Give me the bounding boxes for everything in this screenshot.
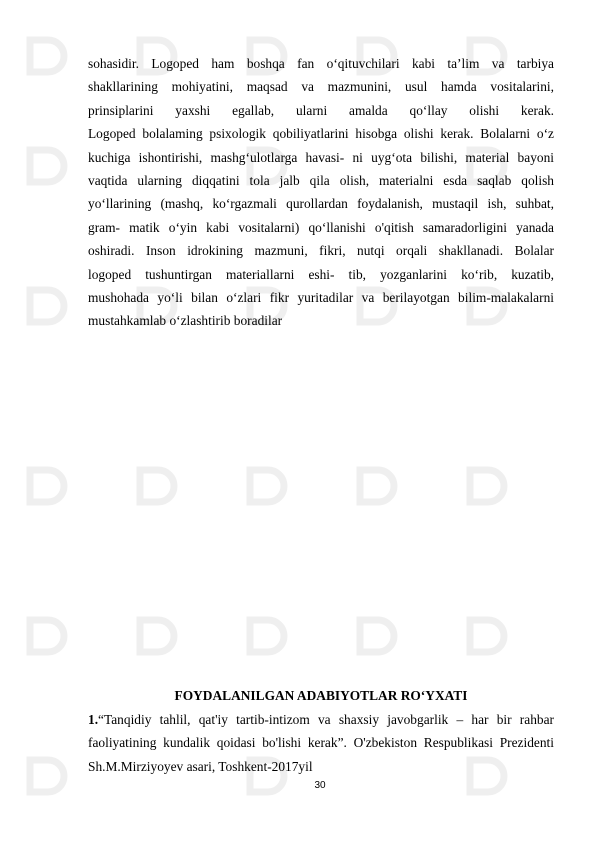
body-line: mustahkamlab o‘zlashtirib boradilar <box>88 313 283 329</box>
body-line: vaqtida ularning diqqatini tola jalb qila olish, materialni esda saqlab qolish <box>88 172 554 188</box>
body-line: yo‘llarining (mashq, ko‘rgazmali qurollardan foydalanish, mustaqil ish, suhbat, <box>88 196 554 212</box>
reference-number: 1. <box>88 712 99 727</box>
reference-text: “Tanqidiy tahlil, qat'iy tartib-intizom va shaxsiy javobgarlik – har bir rahbar <box>98 712 554 727</box>
body-line: gram- matik o‘yin kabi vositalarni) qo‘llanishi o'qitish samaradorligini yanada <box>88 219 554 235</box>
body-line: prinsiplarini yaxshi egallab, ularni amalda qo‘llay olishi kerak. <box>88 102 554 118</box>
body-line: oshiradi. Inson idrokining mazmuni, fikri, nutqi orqali shakllanadi. Bolalar <box>88 243 554 259</box>
body-line: kuchiga ishontirishi, mashg‘ulotlarga havasi- ni uyg‘ota bilishi, material bayoni <box>88 149 554 165</box>
references-heading: FOYDALANILGAN ADABIYOTLAR RO‘YXATI <box>174 688 468 703</box>
body-line: logoped tushuntirgan materiallarni eshi- tib, yozganlarini ko‘rib, kuzatib, <box>88 266 554 282</box>
body-paragraph <box>88 52 554 333</box>
body-line: mushohada yo‘li bilan o‘zlari fikr yuritadilar va berilayotgan bilim-malakalarni <box>88 289 554 305</box>
body-line: Logoped bolalaming psixologik qobiliyatlarini hisobga olishi kerak. Bolalarni o‘z <box>88 126 554 142</box>
reference-item <box>88 708 554 778</box>
reference-line <box>88 708 554 731</box>
page-number: 30 <box>314 780 326 791</box>
body-line: sohasidir. Logoped ham boshqa fan o‘qituvchilari kabi ta’lim va tarbiya <box>88 56 554 71</box>
body-line: shakllarining mohiyatini, maqsad va mazmunini, usul hamda vositalarini, <box>88 79 554 95</box>
reference-line: Sh.M.Mirziyoyev asari, Toshkent-2017yil <box>88 758 313 774</box>
reference-line: faoliyatining kundalik qoidasi bo'lishi kerak”. O'zbekiston Respublikasi Prezidenti <box>88 735 554 751</box>
